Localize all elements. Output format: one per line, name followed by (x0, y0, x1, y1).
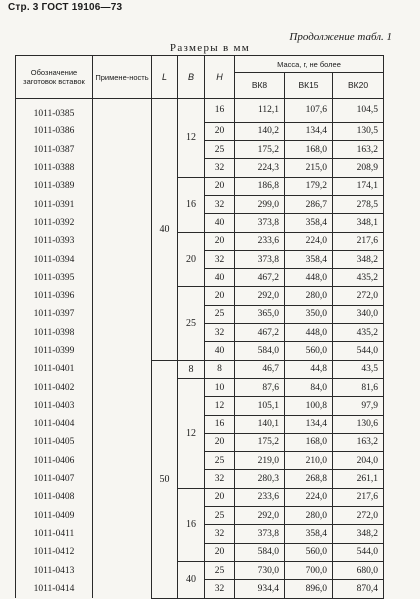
mass-vk20-cell: 204,0 (333, 452, 384, 470)
mass-vk20-cell: 435,2 (333, 269, 384, 287)
mass-vk20-cell: 208,9 (333, 159, 384, 177)
H-cell: 20 (205, 122, 235, 140)
mass-vk15-cell: 560,0 (285, 543, 333, 561)
B-cell: 12 (178, 99, 205, 178)
mass-vk15-cell: 280,0 (285, 287, 333, 305)
mass-vk15-cell: 448,0 (285, 324, 333, 342)
application-cell (93, 141, 152, 159)
table-row (16, 177, 384, 195)
B-cell: 12 (178, 378, 205, 488)
H-cell: 32 (205, 525, 235, 543)
H-cell: 25 (205, 141, 235, 159)
H-cell: 32 (205, 470, 235, 488)
designation-cell: 1011-0386 (16, 122, 93, 140)
H-cell: 32 (205, 324, 235, 342)
designation-cell: 1011-0385 (16, 99, 93, 123)
H-cell: 10 (205, 378, 235, 396)
application-cell (93, 99, 152, 123)
designation-cell: 1011-0387 (16, 141, 93, 159)
application-cell (93, 360, 152, 378)
mass-vk20-cell: 130,6 (333, 415, 384, 433)
mass-vk8-cell: 467,2 (235, 324, 285, 342)
designation-cell: 1011-0398 (16, 324, 93, 342)
designation-cell: 1011-0399 (16, 342, 93, 360)
H-cell: 16 (205, 99, 235, 123)
application-cell (93, 287, 152, 305)
mass-vk20-cell: 97,9 (333, 397, 384, 415)
H-cell: 32 (205, 580, 235, 598)
mass-vk15-cell: 168,0 (285, 433, 333, 451)
mass-vk15-cell: 224,0 (285, 232, 333, 250)
mass-vk15-cell: 560,0 (285, 342, 333, 360)
mass-vk8-cell: 105,1 (235, 397, 285, 415)
mass-vk20-cell: 104,5 (333, 99, 384, 123)
mass-vk15-cell: 168,0 (285, 141, 333, 159)
mass-vk8-cell: 112,1 (235, 99, 285, 123)
mass-vk8-cell: 219,0 (235, 452, 285, 470)
mass-vk15-cell: 280,0 (285, 507, 333, 525)
designation-cell: 1011-0392 (16, 214, 93, 232)
application-cell (93, 507, 152, 525)
mass-vk15-cell: 358,4 (285, 525, 333, 543)
mass-vk15-cell: 448,0 (285, 269, 333, 287)
mass-vk8-cell: 730,0 (235, 561, 285, 579)
mass-table (15, 55, 384, 599)
H-cell: 20 (205, 543, 235, 561)
mass-vk8-cell: 233,6 (235, 232, 285, 250)
designation-cell: 1011-0389 (16, 177, 93, 195)
application-cell (93, 415, 152, 433)
table-body (16, 99, 384, 599)
mass-vk20-cell: 680,0 (333, 561, 384, 579)
header-mass: Масса, г, не более (235, 56, 384, 73)
designation-cell: 1011-0407 (16, 470, 93, 488)
application-cell (93, 305, 152, 323)
mass-vk15-cell: 700,0 (285, 561, 333, 579)
designation-cell: 1011-0411 (16, 525, 93, 543)
header-H: H (205, 56, 235, 99)
mass-vk8-cell: 365,0 (235, 305, 285, 323)
application-cell (93, 122, 152, 140)
mass-vk8-cell: 292,0 (235, 287, 285, 305)
mass-vk15-cell: 268,8 (285, 470, 333, 488)
table-row (16, 360, 384, 378)
H-cell: 20 (205, 287, 235, 305)
header-grade-vk15: ВК15 (285, 73, 333, 99)
application-cell (93, 580, 152, 598)
designation-cell: 1011-0412 (16, 543, 93, 561)
mass-vk20-cell: 348,2 (333, 525, 384, 543)
mass-vk8-cell: 233,6 (235, 488, 285, 506)
H-cell: 20 (205, 488, 235, 506)
mass-vk8-cell: 299,0 (235, 195, 285, 213)
application-cell (93, 397, 152, 415)
H-cell: 20 (205, 433, 235, 451)
header-grade-vk8: ВК8 (235, 73, 285, 99)
B-cell: 40 (178, 561, 205, 598)
mass-vk15-cell: 84,0 (285, 378, 333, 396)
mass-vk15-cell: 350,0 (285, 305, 333, 323)
B-cell: 20 (178, 232, 205, 287)
application-cell (93, 324, 152, 342)
header-L: L (152, 56, 178, 99)
H-cell: 40 (205, 214, 235, 232)
H-cell: 32 (205, 159, 235, 177)
mass-vk8-cell: 373,8 (235, 250, 285, 268)
mass-vk20-cell: 163,2 (333, 141, 384, 159)
mass-vk20-cell: 340,0 (333, 305, 384, 323)
mass-vk8-cell: 140,1 (235, 415, 285, 433)
application-cell (93, 250, 152, 268)
H-cell: 8 (205, 360, 235, 378)
mass-vk15-cell: 896,0 (285, 580, 333, 598)
L-cell: 40 (152, 99, 178, 361)
table-row (16, 232, 384, 250)
mass-vk20-cell: 261,1 (333, 470, 384, 488)
designation-cell: 1011-0403 (16, 397, 93, 415)
mass-vk8-cell: 280,3 (235, 470, 285, 488)
mass-vk8-cell: 373,8 (235, 525, 285, 543)
designation-cell: 1011-0406 (16, 452, 93, 470)
application-cell (93, 452, 152, 470)
table-row (16, 99, 384, 123)
designation-cell: 1011-0388 (16, 159, 93, 177)
application-cell (93, 488, 152, 506)
mass-vk8-cell: 934,4 (235, 580, 285, 598)
header-application: Примене-ность (93, 56, 152, 99)
mass-vk20-cell: 43,5 (333, 360, 384, 378)
application-cell (93, 232, 152, 250)
table-row (16, 488, 384, 506)
H-cell: 32 (205, 250, 235, 268)
designation-cell: 1011-0405 (16, 433, 93, 451)
application-cell (93, 195, 152, 213)
mass-vk15-cell: 44,8 (285, 360, 333, 378)
units-caption: Размеры в мм (169, 42, 251, 54)
mass-vk20-cell: 272,0 (333, 507, 384, 525)
mass-vk8-cell: 584,0 (235, 543, 285, 561)
H-cell: 25 (205, 305, 235, 323)
H-cell: 12 (205, 397, 235, 415)
H-cell: 32 (205, 195, 235, 213)
mass-vk15-cell: 134,4 (285, 415, 333, 433)
application-cell (93, 214, 152, 232)
mass-vk8-cell: 87,6 (235, 378, 285, 396)
mass-vk20-cell: 130,5 (333, 122, 384, 140)
header-designation: Обозначение заготовок вставок (16, 56, 93, 99)
continuation-note: Продолжение табл. 1 (289, 31, 392, 43)
H-cell: 40 (205, 269, 235, 287)
application-cell (93, 525, 152, 543)
mass-vk8-cell: 175,2 (235, 433, 285, 451)
mass-vk20-cell: 278,5 (333, 195, 384, 213)
application-cell (93, 561, 152, 579)
H-cell: 25 (205, 452, 235, 470)
L-cell: 50 (152, 360, 178, 598)
H-cell: 40 (205, 342, 235, 360)
application-cell (93, 269, 152, 287)
mass-vk15-cell: 224,0 (285, 488, 333, 506)
mass-vk8-cell: 224,3 (235, 159, 285, 177)
B-cell: 25 (178, 287, 205, 360)
application-cell (93, 177, 152, 195)
mass-vk8-cell: 467,2 (235, 269, 285, 287)
mass-vk8-cell: 292,0 (235, 507, 285, 525)
designation-cell: 1011-0391 (16, 195, 93, 213)
mass-vk15-cell: 215,0 (285, 159, 333, 177)
mass-vk15-cell: 134,4 (285, 122, 333, 140)
page-header: Стр. 3 ГОСТ 19106—73 (8, 2, 123, 13)
mass-vk20-cell: 163,2 (333, 433, 384, 451)
H-cell: 16 (205, 415, 235, 433)
designation-cell: 1011-0393 (16, 232, 93, 250)
H-cell: 20 (205, 177, 235, 195)
mass-vk20-cell: 81,6 (333, 378, 384, 396)
mass-vk20-cell: 435,2 (333, 324, 384, 342)
table-row (16, 378, 384, 396)
mass-vk8-cell: 373,8 (235, 214, 285, 232)
mass-vk8-cell: 175,2 (235, 141, 285, 159)
application-cell (93, 543, 152, 561)
application-cell (93, 470, 152, 488)
mass-vk15-cell: 286,7 (285, 195, 333, 213)
mass-vk20-cell: 217,6 (333, 488, 384, 506)
mass-vk20-cell: 174,1 (333, 177, 384, 195)
mass-vk15-cell: 179,2 (285, 177, 333, 195)
header-grade-vk20: ВК20 (333, 73, 384, 99)
mass-vk20-cell: 544,0 (333, 543, 384, 561)
B-cell: 8 (178, 360, 205, 378)
mass-vk8-cell: 46,7 (235, 360, 285, 378)
designation-cell: 1011-0408 (16, 488, 93, 506)
H-cell: 20 (205, 232, 235, 250)
mass-vk8-cell: 584,0 (235, 342, 285, 360)
mass-vk20-cell: 348,1 (333, 214, 384, 232)
mass-vk20-cell: 348,2 (333, 250, 384, 268)
mass-vk15-cell: 107,6 (285, 99, 333, 123)
designation-cell: 1011-0404 (16, 415, 93, 433)
mass-vk8-cell: 186,8 (235, 177, 285, 195)
mass-vk15-cell: 100,8 (285, 397, 333, 415)
designation-cell: 1011-0402 (16, 378, 93, 396)
designation-cell: 1011-0409 (16, 507, 93, 525)
H-cell: 25 (205, 507, 235, 525)
mass-vk8-cell: 140,2 (235, 122, 285, 140)
mass-vk20-cell: 272,0 (333, 287, 384, 305)
mass-vk15-cell: 210,0 (285, 452, 333, 470)
designation-cell: 1011-0401 (16, 360, 93, 378)
mass-vk20-cell: 217,6 (333, 232, 384, 250)
designation-cell: 1011-0397 (16, 305, 93, 323)
mass-vk15-cell: 358,4 (285, 250, 333, 268)
designation-cell: 1011-0394 (16, 250, 93, 268)
B-cell: 16 (178, 177, 205, 232)
application-cell (93, 433, 152, 451)
mass-vk15-cell: 358,4 (285, 214, 333, 232)
header-B: B (178, 56, 205, 99)
application-cell (93, 342, 152, 360)
designation-cell: 1011-0413 (16, 561, 93, 579)
mass-vk20-cell: 544,0 (333, 342, 384, 360)
application-cell (93, 159, 152, 177)
table-row (16, 561, 384, 579)
H-cell: 25 (205, 561, 235, 579)
designation-cell: 1011-0395 (16, 269, 93, 287)
B-cell: 16 (178, 488, 205, 561)
application-cell (93, 378, 152, 396)
designation-cell: 1011-0396 (16, 287, 93, 305)
table-row (16, 287, 384, 305)
designation-cell: 1011-0414 (16, 580, 93, 598)
mass-vk20-cell: 870,4 (333, 580, 384, 598)
